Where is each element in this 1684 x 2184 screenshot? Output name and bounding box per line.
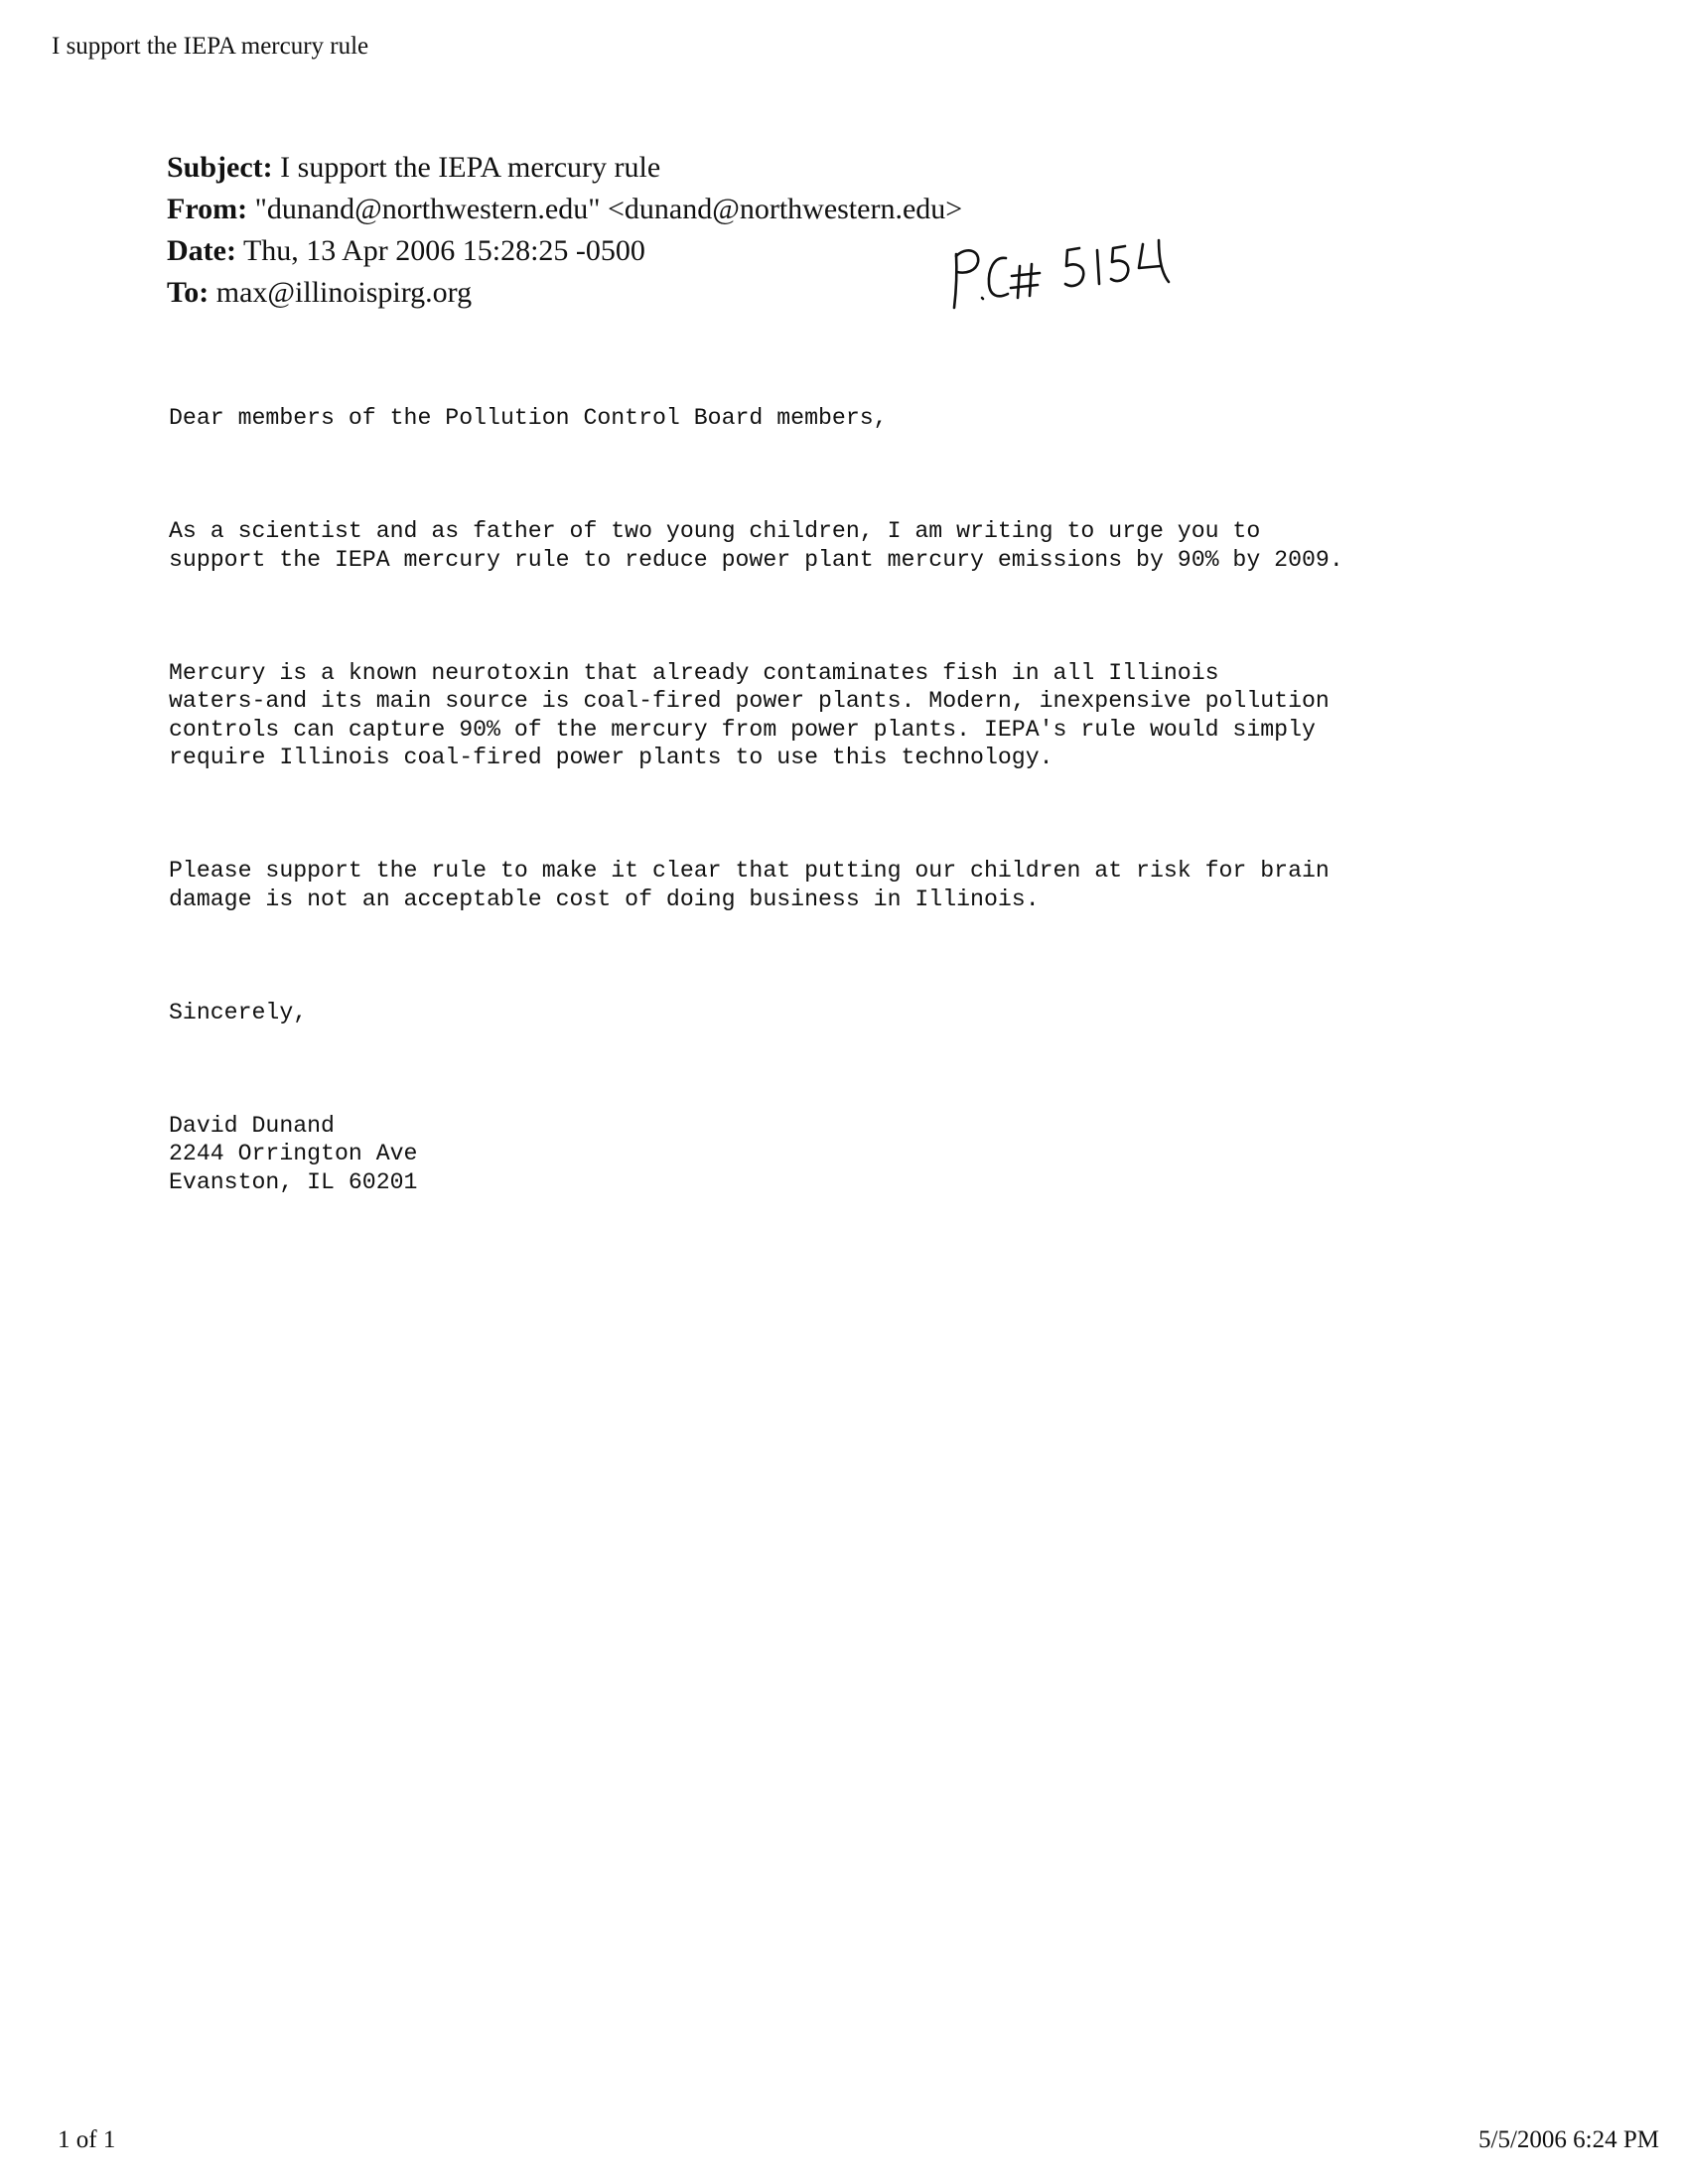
print-timestamp: 5/5/2006 6:24 PM: [1478, 2126, 1659, 2153]
print-header-title: I support the IEPA mercury rule: [52, 33, 369, 60]
date-line: [167, 230, 962, 272]
body-paragraph-3: Please support the rule to make it clear that putting our children at risk for brain damage is not an acceptable cost of doing business in Illinois.: [169, 858, 1330, 912]
to-value: max@illinoispirg.org: [215, 276, 473, 309]
subject-line: [167, 147, 962, 189]
handwritten-pc-number-drawing: [948, 236, 1187, 316]
subject-value: I support the IEPA mercury rule: [280, 151, 661, 184]
email-body: [169, 347, 1559, 1253]
from-value: "dunand@northwestern.edu" <dunand@northwestern.edu>: [254, 193, 963, 225]
from-label: From:: [167, 193, 248, 225]
date-value: Thu, 13 Apr 2006 15:28:25 -0500: [242, 234, 645, 267]
date-label: Date:: [167, 234, 236, 267]
to-label: To:: [167, 276, 210, 309]
closing: Sincerely,: [169, 999, 308, 1025]
signature-block: David Dunand 2244 Orrington Ave Evanston, IL 60201: [169, 1112, 418, 1195]
body-paragraph-2: Mercury is a known neurotoxin that already contaminates fish in all Illinois waters-and its main source is coal-fired power plants. Modern, inexpensive pollution controls can capture 90% of the mercury from power plants. IEPA's rule would simply require Illinois coal-fired power plants to use this technology.: [169, 659, 1330, 770]
to-line: [167, 272, 962, 314]
page-number: 1 of 1: [58, 2126, 116, 2153]
email-header-block: [167, 147, 962, 314]
body-paragraph-1: As a scientist and as father of two young children, I am writing to urge you to support the IEPA mercury rule to reduce power plant mercury emissions by 90% by 2009.: [169, 518, 1343, 573]
from-line: [167, 189, 962, 230]
salutation: Dear members of the Pollution Control Board members,: [169, 405, 888, 431]
subject-label: Subject:: [167, 151, 273, 184]
handwritten-pc-number-stamp: [948, 236, 1187, 316]
